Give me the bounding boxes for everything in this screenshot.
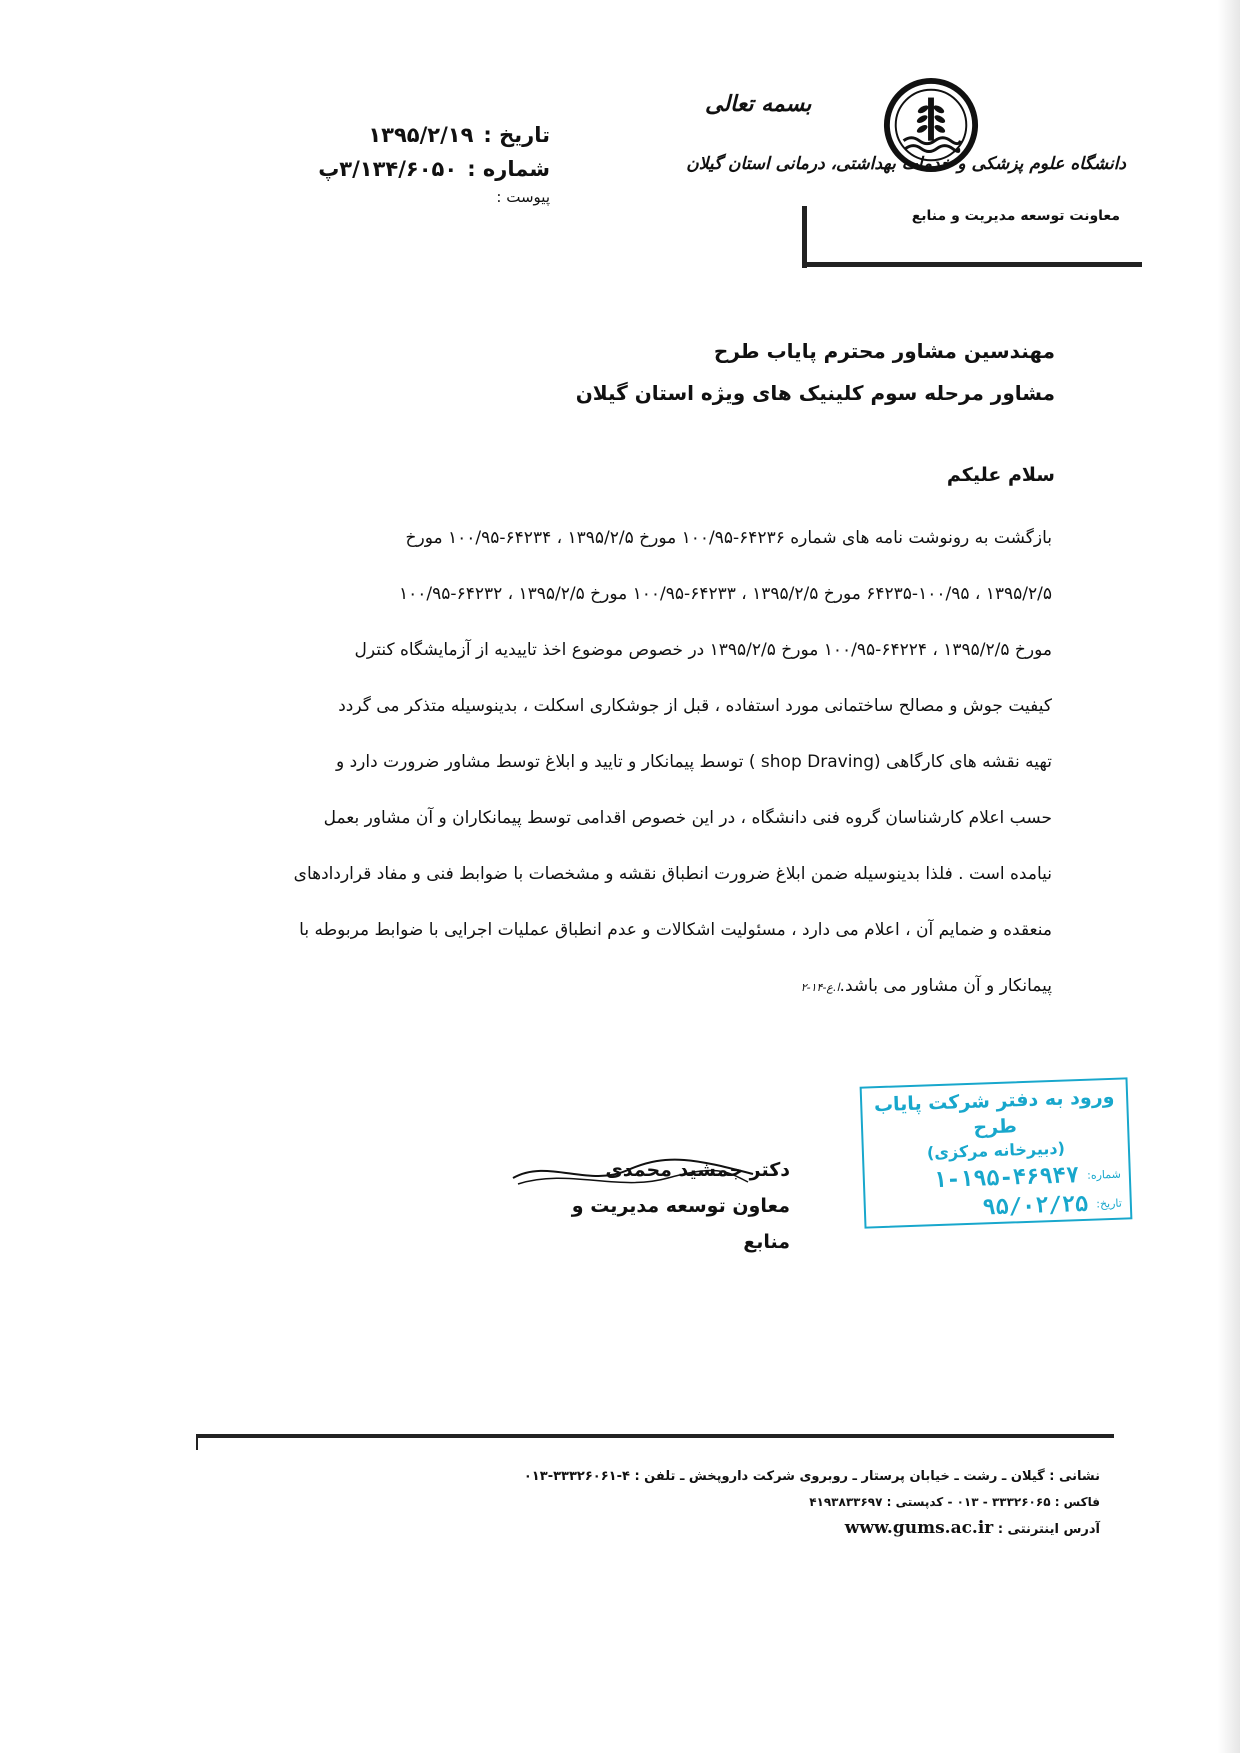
body-line-5: تهیه نقشه های کارگاهی (shop Draving ) توسط پیمانکار و تایید و ابلاغ توسط مشاور ضرورت دارد و (336, 752, 1052, 772)
footer-fax-postal: فاکس : ۳۳۳۲۶۰۶۵ - ۰۱۳ - کدپستی : ۴۱۹۳۸۳۳۶۹۷ (809, 1495, 1100, 1509)
date-value: ۱۳۹۵/۲/۱۹ (368, 123, 474, 147)
greeting: سلام علیکم (946, 464, 1055, 486)
body-line-7: نیامده است . فلذا بدینوسیله ضمن ابلاغ ضرورت انطباق نقشه و مشخصات با ضوابط فنی و مفاد قراردادهای (293, 864, 1052, 884)
basmala: بسمه تعالی (705, 92, 812, 117)
stamp-date-label: تاریخ: (1096, 1196, 1123, 1211)
stamp-line-1: ورود به دفتر شرکت پایاب طرح (873, 1085, 1115, 1139)
footer-rule-tick (196, 1438, 198, 1450)
header-frame-vertical (802, 206, 807, 268)
footer-rule (196, 1434, 1114, 1438)
recipient-block (575, 330, 1055, 414)
attachment-label: پیوست : (496, 188, 550, 206)
footer-website: www.gums.ac.ir (844, 1518, 994, 1538)
body-line-9-text: پیمانکار و آن مشاور می باشد. (839, 976, 1052, 996)
number-value: ۳/۱۳۴/۶۰۵۰پ (318, 157, 458, 181)
received-stamp (860, 1077, 1133, 1228)
signer-name: دکتر جمشید محمدی (605, 1159, 790, 1181)
stamp-number-value: ۱-۱۹۵-۴۶۹۴۷ (933, 1163, 1080, 1194)
footer-website-label: آدرس اینترنتی : (997, 1522, 1100, 1537)
header-frame-horizontal (802, 262, 1142, 267)
body-line-2: ۱۳۹۵/۲/۵ ، ۶۴۲۳۵-۱۰۰/۹۵ مورخ ۱۳۹۵/۲/۵ ، ۶۴۲۳۳-۱۰۰/۹۵ مورخ ۱۳۹۵/۲/۵ ، ۶۴۲۳۲-۱۰۰/۹۵ (399, 584, 1052, 604)
body-line-8: منعقده و ضمایم آن ، اعلام می دارد ، مسئولیت اشکالات و عدم انطباق عملیات اجرایی با ضوابط مربوطه با (299, 920, 1052, 940)
signer-title: معاون توسعه مدیریت و منابع (571, 1195, 790, 1253)
body-line-1: بازگشت به رونوشت نامه های شماره ۶۴۲۳۶-۱۰۰/۹۵ مورخ ۱۳۹۵/۲/۵ ، ۶۴۲۳۴-۱۰۰/۹۵ مورخ (405, 528, 1052, 548)
department-name: معاونت توسعه مدیریت و منابع (911, 208, 1120, 224)
letterhead-footer (360, 1464, 1100, 1544)
stamp-number-label: شماره: (1086, 1167, 1122, 1182)
body-line-3: مورخ ۱۳۹۵/۲/۵ ، ۶۴۲۲۴-۱۰۰/۹۵ مورخ ۱۳۹۵/۲/۵ در خصوص موضوع اخذ تاییدیه از آزمایشگاه کنترل (354, 640, 1052, 660)
recipient-line-2: مشاور مرحله سوم کلینیک های ویژه استان گیلان (575, 381, 1055, 405)
footer-website-row (360, 1514, 1100, 1544)
university-name: دانشگاه علوم پزشکی و خدمات بهداشتی، درمانی استان گیلان (686, 154, 1126, 174)
footer-address: نشانی : گیلان ـ رشت ـ خیابان پرستار ـ روبروی شرکت داروپخش ـ تلفن : ۴-۳۳۳۲۶۰۶۱-۰۱۳ (523, 1469, 1100, 1484)
number-label: شماره : (467, 157, 550, 181)
stamp-number-row (873, 1162, 1122, 1196)
reference-code: ا.ع-۱۴-۲ (800, 981, 840, 994)
body-line-9 (232, 958, 1052, 1016)
letter-meta (300, 118, 550, 208)
recipient-line-1: مهندسین مشاور محترم پایاب طرح (713, 339, 1055, 363)
date-row (300, 118, 550, 152)
stamp-date-value: ۹۵/۰۲/۲۵ (981, 1191, 1089, 1221)
body-line-6: حسب اعلام کارشناسان گروه فنی دانشگاه ، در این خصوص اقدامی توسط پیمانکاران و آن مشاور بعمل (323, 808, 1052, 828)
body-line-4: کیفیت جوش و مصالح ساختمانی مورد استفاده ، قبل از جوشکاری اسکلت ، بدینوسیله متذکر می گردد (338, 696, 1052, 716)
attachment-row (300, 186, 550, 208)
number-row (300, 152, 550, 186)
date-label: تاریخ : (483, 123, 550, 147)
stamp-line-2: (دبیرخانه مرکزی) (926, 1138, 1066, 1163)
signature-block (520, 1152, 790, 1260)
stamp-date-row (874, 1191, 1123, 1225)
letter-body (232, 510, 1052, 1016)
scan-shadow-edge (1218, 0, 1240, 1753)
